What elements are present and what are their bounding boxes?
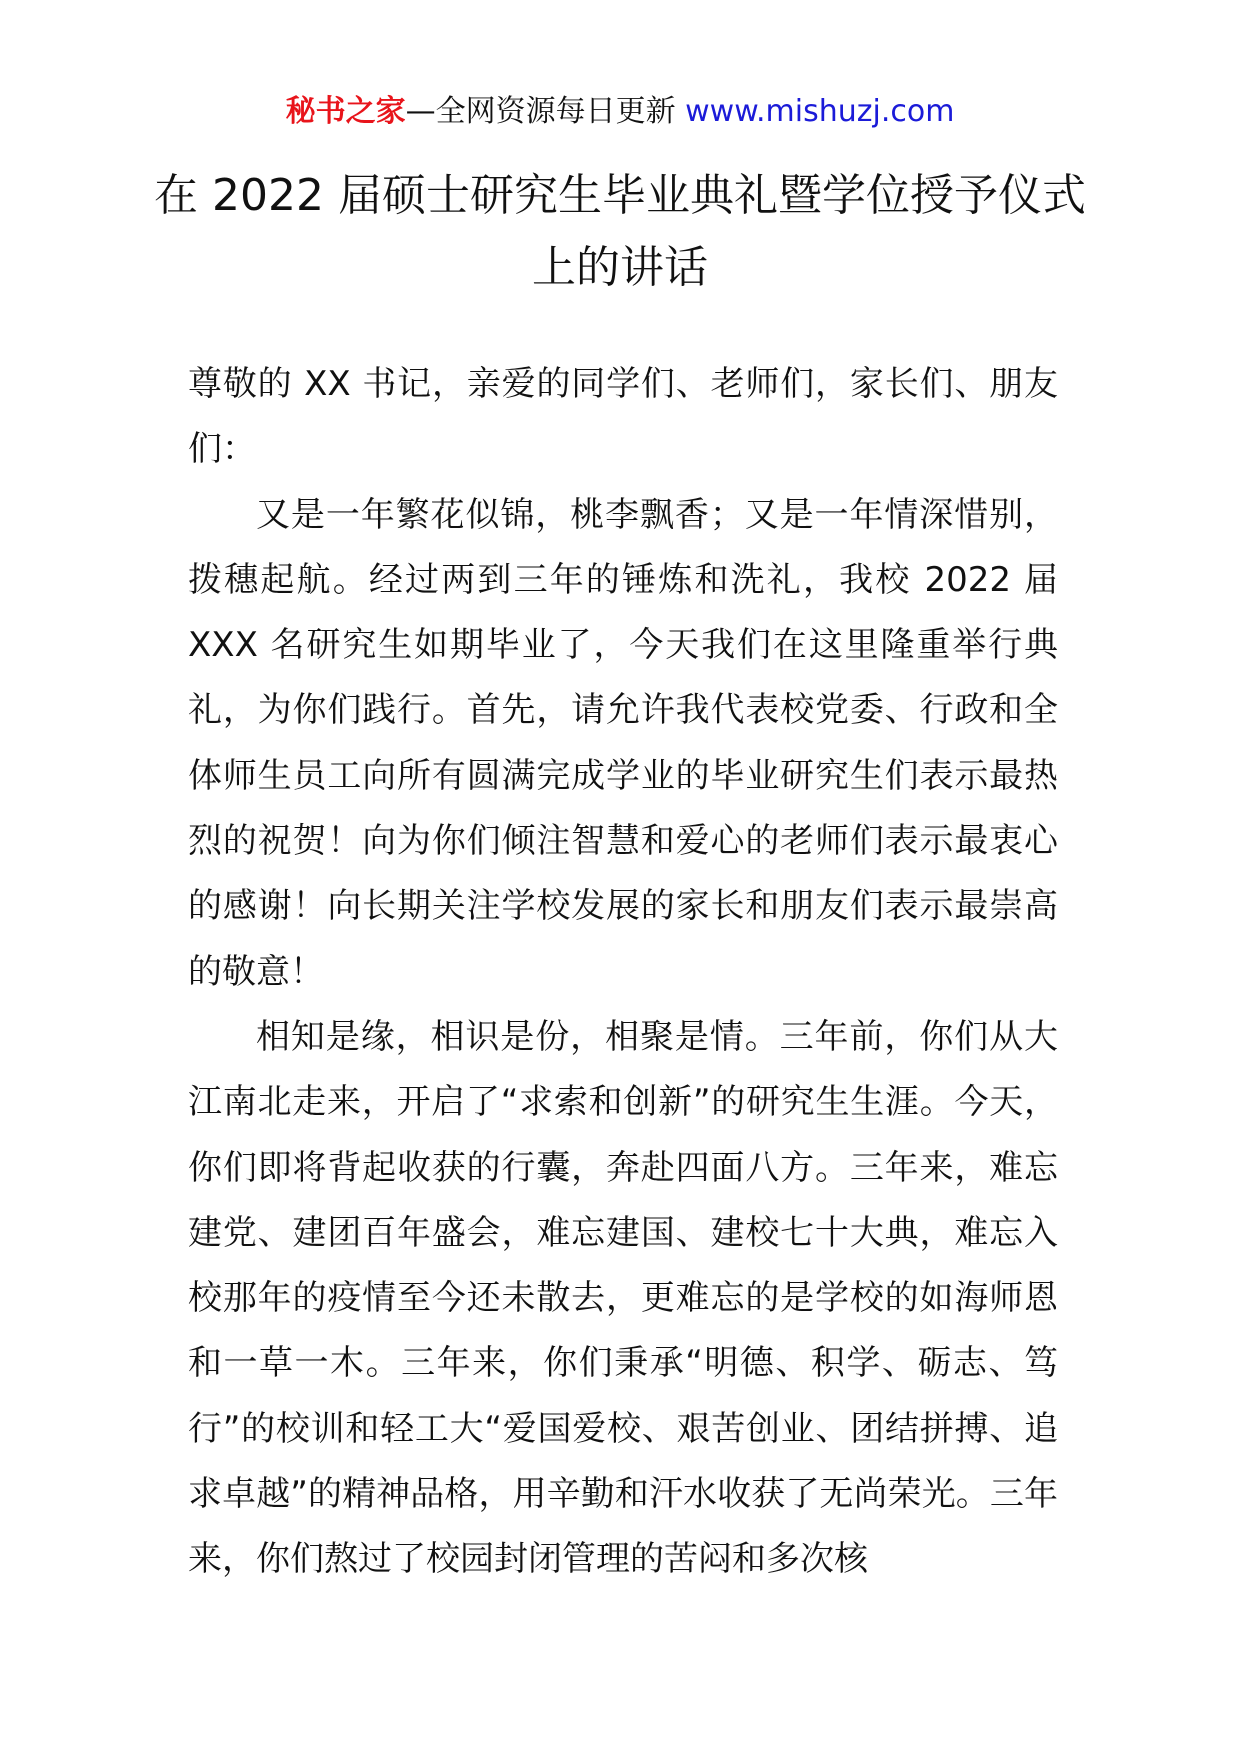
document-title: 在 2022 届硕士研究生毕业典礼暨学位授予仪式上的讲话 xyxy=(154,170,1086,293)
brand-name: 秘书之家 xyxy=(285,94,406,129)
header-slogan: —全网资源每日更新 xyxy=(405,94,676,129)
site-header xyxy=(0,92,1240,132)
paragraph-1: 又是一年繁花似锦，桃李飘香；又是一年情深惜别，拨穗起航。经过两到三年的锤炼和洗礼，我校 2022 届 XXX 名研究生如期毕业了，今天我们在这里隆重举行典礼，为你们践行。首先，请允许我代表校党委、行政和全体师生员工向所有圆满完成学业的毕业研究生们表示最热烈的祝贺！向为你们倾注智慧和爱心的老师们表示最衷心的感谢！向长期关注学校发展的家长和朋友们表示最崇高的敬意！ xyxy=(188,494,1058,992)
paragraph-2: 相知是缘，相识是份，相聚是情。三年前，你们从大江南北走来，开启了“求索和创新”的研究生生涯。今天，你们即将背起收获的行囊，奔赴四面八方。三年来，难忘建党、建团百年盛会，难忘建国、建校七十大典，难忘入校那年的疫情至今还未散去，更难忘的是学校的如海师恩和一草一木。三年来，你们秉承“明德、积学、砺志、笃行”的校训和轻工大“爱国爱校、艰苦创业、团结拼搏、追求卓越”的精神品格，用辛勤和汗水收获了无尚荣光。三年来，你们熬过了校园封闭管理的苦闷和多次核 xyxy=(188,1016,1058,1580)
salutation: 尊敬的 XX 书记，亲爱的同学们、老师们，家长们、朋友们： xyxy=(188,364,1058,470)
document-body xyxy=(188,352,1058,1593)
site-url-link[interactable]: www.mishuzj.com xyxy=(685,94,955,129)
